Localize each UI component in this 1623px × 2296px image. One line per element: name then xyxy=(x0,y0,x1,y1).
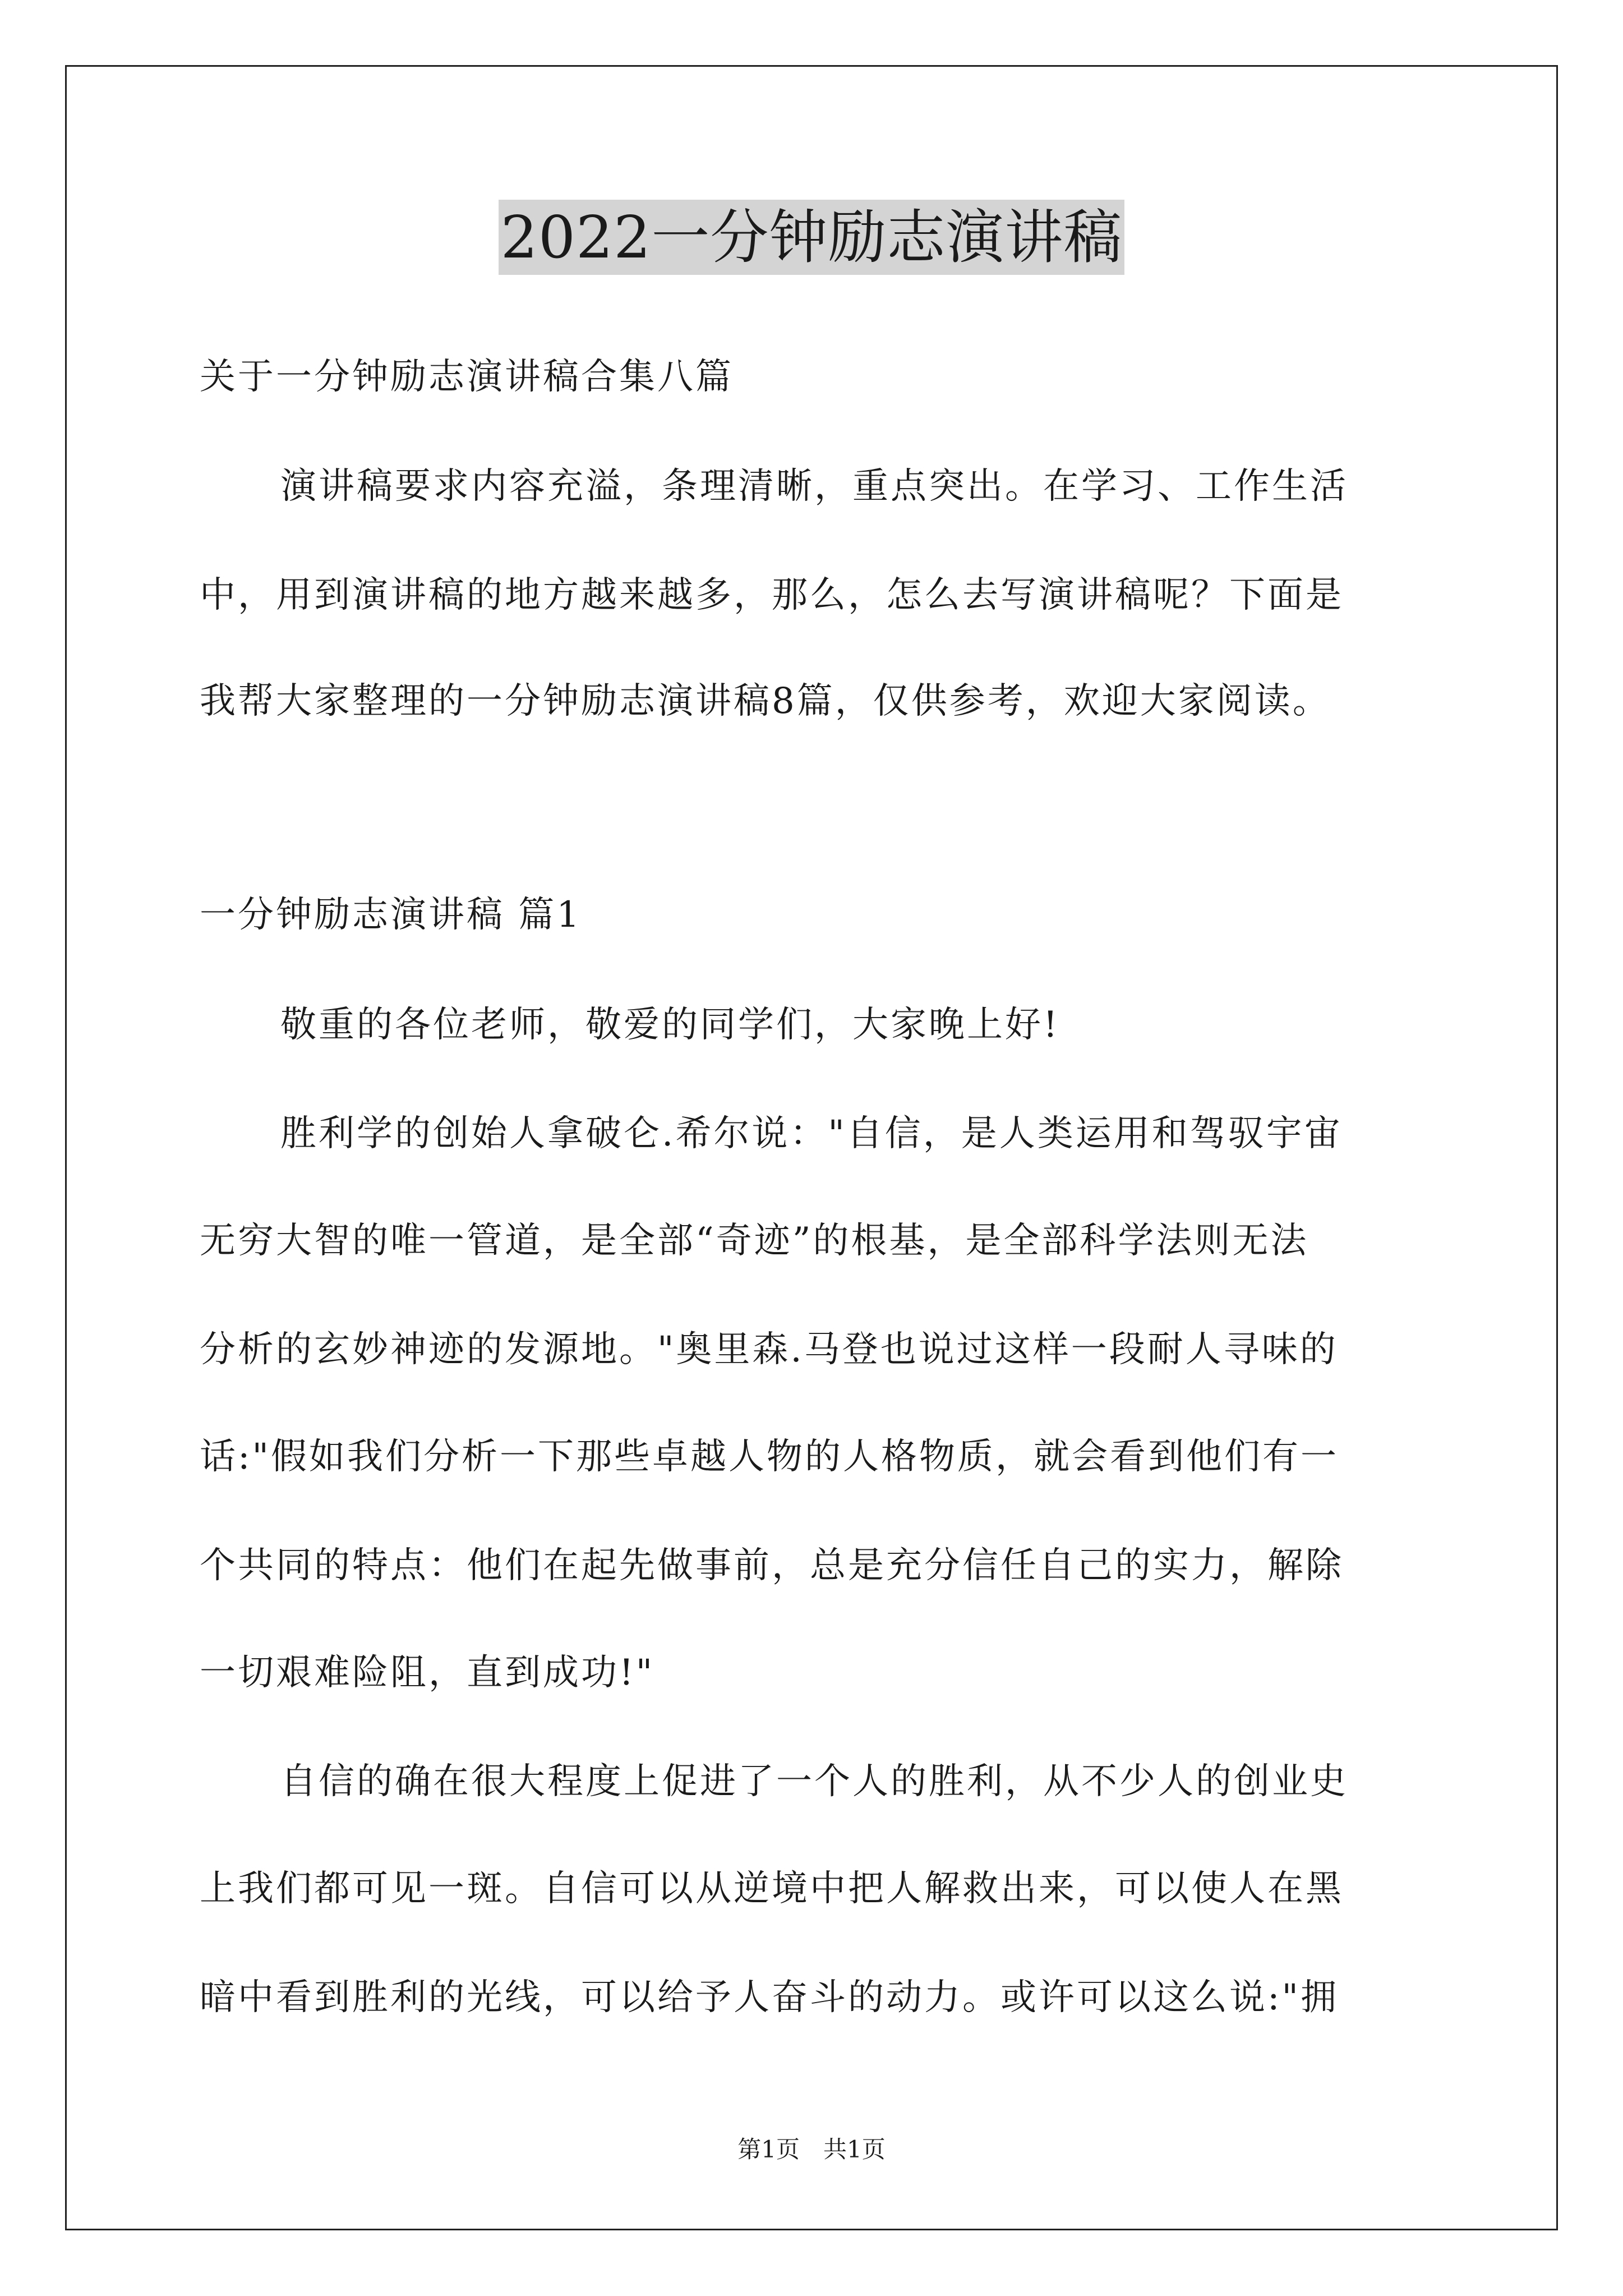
paragraph-line: 分析的玄妙神迹的发源地。"奥里森.马登也说过这样一段耐人寻味的 xyxy=(200,1329,1338,1370)
paragraph-line: 无穷大智的唯一管道，是全部“奇迹”的根基，是全部科学法则无法 xyxy=(200,1220,1309,1262)
paragraph-line: 中，用到演讲稿的地方越来越多，那么，怎么去写演讲稿呢？下面是 xyxy=(200,574,1344,616)
paragraph-line: 一切艰难险阻，直到成功!" xyxy=(200,1652,655,1694)
paragraph-line: 演讲稿要求内容充溢，条理清晰，重点突出。在学习、工作生活 xyxy=(280,466,1348,507)
paragraph-line: 个共同的特点：他们在起先做事前，总是充分信任自己的实力，解除 xyxy=(200,1545,1344,1586)
document-title: 2022一分钟励志演讲稿 xyxy=(499,200,1125,275)
paragraph-line: 自信的确在很大程度上促进了一个人的胜利，从不少人的创业史 xyxy=(280,1761,1348,1802)
paragraph-line: 胜利学的创始人拿破仑.希尔说："自信，是人类运用和驾驭宇宙 xyxy=(280,1113,1343,1154)
paragraph-line: 我帮大家整理的一分钟励志演讲稿8篇，仅供参考，欢迎大家阅读。 xyxy=(200,680,1331,722)
page-footer: 第1页 共1页 xyxy=(737,2136,886,2163)
section-heading: 一分钟励志演讲稿 篇1 xyxy=(200,894,582,936)
paragraph-line: 敬重的各位老师，敬爱的同学们，大家晚上好! xyxy=(280,1004,1060,1046)
paragraph-line: 暗中看到胜利的光线，可以给予人奋斗的动力。或许可以这么说:"拥 xyxy=(200,1977,1339,2018)
title-block xyxy=(0,200,1623,275)
paragraph-line: 话:"假如我们分析一下那些卓越人物的人格物质，就会看到他们有一 xyxy=(200,1436,1339,1478)
document-subtitle: 关于一分钟励志演讲稿合集八篇 xyxy=(200,356,734,398)
paragraph-line: 上我们都可见一斑。自信可以从逆境中把人解救出来，可以使人在黑 xyxy=(200,1868,1344,1910)
